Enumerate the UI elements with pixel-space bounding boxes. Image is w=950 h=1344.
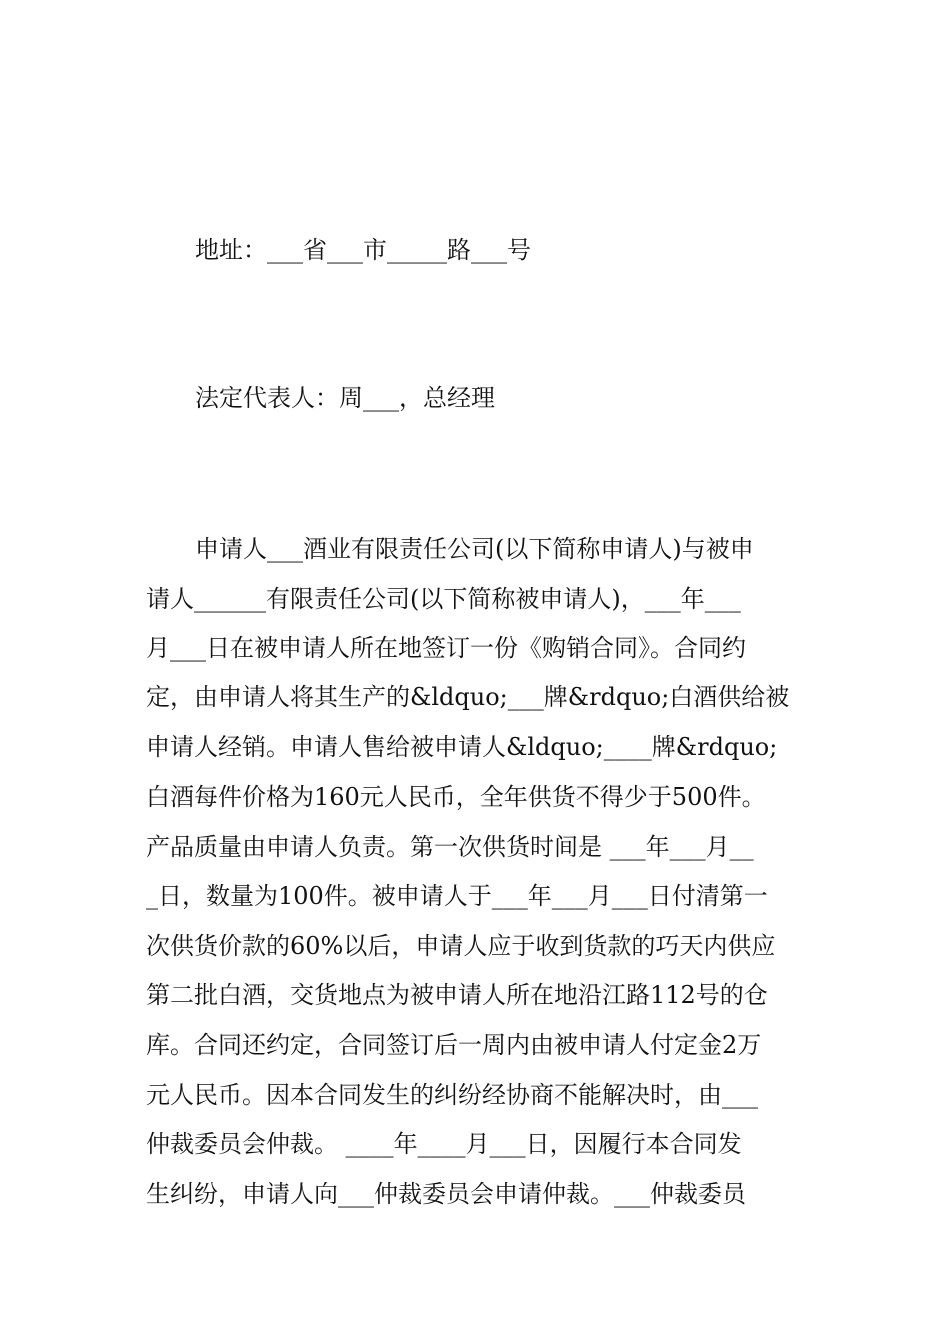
legal-representative-line: 法定代表人：周___，总经理 — [195, 384, 495, 412]
body-line-14: 生纠纷，申请人向___仲裁委员会申请仲裁。___仲裁委员 — [146, 1180, 746, 1208]
body-line-5: 申请人经销。申请人售给被申请人&ldquo;____牌&rdquo; — [146, 733, 778, 761]
body-line-6: 白酒每件价格为160元人民币，全年供货不得少于500件。 — [146, 783, 766, 811]
address-line: 地址：___省___市_____路___号 — [195, 236, 531, 264]
body-line-13: 仲裁委员会仲裁。 ____年____月___日，因履行本合同发 — [146, 1130, 742, 1158]
body-line-8: _日，数量为100件。被申请人于___年___月___日付清第一 — [146, 882, 768, 910]
body-line-11: 库。合同还约定，合同签订后一周内由被申请人付定金2万 — [146, 1031, 762, 1059]
body-line-3: 月___日在被申请人所在地签订一份《购销合同》。合同约 — [146, 634, 746, 662]
body-line-2: 请人______有限责任公司(以下简称被申请人)，___年___ — [146, 585, 741, 613]
body-line-1: 申请人___酒业有限责任公司(以下简称申请人)与被申 — [195, 535, 754, 563]
body-line-4: 定，由申请人将其生产的&ldquo;___牌&rdquo;白酒供给被 — [146, 683, 790, 711]
body-line-7: 产品质量由申请人负责。第一次供货时间是 ___年___月__ — [146, 833, 754, 861]
body-line-10: 第二批白酒，交货地点为被申请人所在地沿江路112号的仓 — [146, 981, 768, 1009]
body-line-9: 次供货价款的60%以后，申请人应于收到货款的巧天内供应 — [146, 932, 776, 960]
body-line-12: 元人民币。因本合同发生的纠纷经协商不能解决时，由___ — [146, 1081, 758, 1109]
